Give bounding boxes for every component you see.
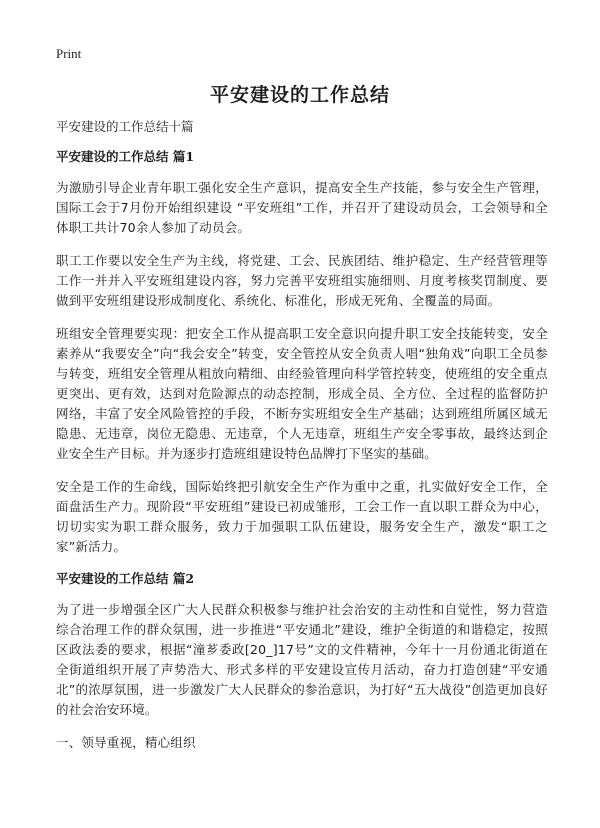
paragraph: 职工工作要以安全生产为主线，将党建、工会、民族团结、维护稳定、生产经营管理等工作一并并入平安班组建设内容，努力完善平安班组实施细则、月度考核奖罚制度、要做到平安班组建设形成制度化、系统化、标准化，形成无死角、全覆盖的局面。 xyxy=(56,253,548,308)
document-title: 平安建设的工作总结 xyxy=(209,84,390,106)
document-subtitle: 平安建设的工作总结十篇 xyxy=(56,119,194,134)
section-heading-2: 平安建设的工作总结 篇2 xyxy=(56,571,195,586)
print-link[interactable]: Print xyxy=(56,46,82,61)
paragraph: 一、领导重视，精心组织 xyxy=(56,735,196,750)
paragraph: 为激励引导企业青年职工强化安全生产意识，提高安全生产技能，参与安全生产管理，国际工会于7月份开始组织建设 “平安班组”工作，并召开了建设动员会，工会领导和全体职工共计70余人参加了动员会。 xyxy=(56,180,548,235)
paragraph: 为了进一步增强全区广大人民群众积极参与维护社会治安的主动性和自觉性，努力营造综合治理工作的群众氛围，进一步推进“平安通北”建设，维护全街道的和谐稳定，按照区政法委的要求，根据“潼芗委政[20_]17号”文的文件精神，今年十一月份通北街道在全街道组织开展了声势浩大、形式多样的平安建设宣传月活动，奋力打造创建“平安通北”的浓厚氛围，进一步激发广大人民群众的参治意识，为打好“五大战役”创造更加良好的社会治安环境。 xyxy=(56,602,548,717)
paragraph: 班组安全管理要实现：把安全工作从提高职工安全意识向提升职工安全技能转变，安全素养从“我要安全”向“我会安全”转变，安全管控从安全负责人唱“独角戏”向职工全员参与转变，班组安全管理从粗放向精细、由经验管理向科学管控转变，使班组的安全重点更突出、更有效，达到对危险源点的动态控制，形成全员、全方位、全过程的监督防护网络，丰富了安全风险管控的手段，不断夯实班组安全生产基础；达到班组所属区域无隐患、无违章，岗位无隐患、无违章，个人无违章，班组生产安全零事故，最终达到企业安全生产目标。并为逐步打造班组建设特色品牌打下坚实的基础。 xyxy=(56,326,548,461)
paragraph: 安全是工作的生命线，国际始终把引航安全生产作为重中之重，扎实做好安全工作，全面盘活生产力。现阶段“平安班组”建设已初成雏形，工会工作一直以职工群众为中心，切切实实为职工群众服务，致力于加强职工队伍建设，服务安全生产，激发“职工之家”新活力。 xyxy=(56,479,548,554)
section-heading-1: 平安建设的工作总结 篇1 xyxy=(56,149,195,164)
document-body xyxy=(56,118,548,766)
